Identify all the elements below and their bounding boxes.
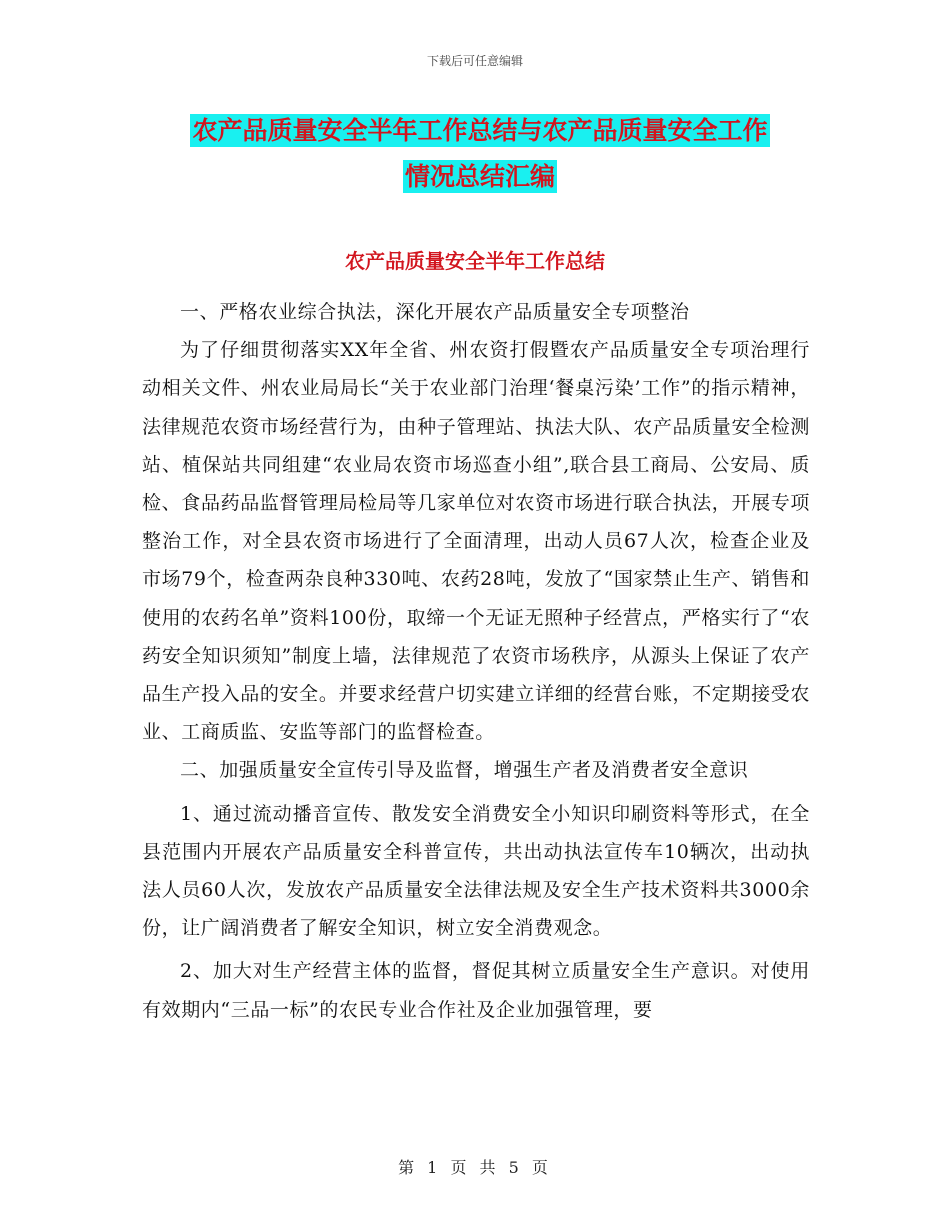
header-note: 下载后可任意编辑 <box>426 54 523 68</box>
paragraph: 1、通过流动播音宣传、散发安全消费安全小知识印刷资料等形式，在全县范围内开展农产品质量安全科普宣传，共出动执法宣传车10辆次，出动执法人员60人次，发放农产品质量安全法律法规及安全生产技术资料共3000余份，让广阔消费者了解安全知识，树立安全消费观念。 <box>142 802 810 940</box>
paragraph: 2、加大对生产经营主体的监督，督促其树立质量安全生产意识。对使用有效期内“三品一标”的农民专业合作社及企业加强管理，要 <box>142 960 810 1021</box>
heading-2: 二、加强质量安全宣传引导及监督，增强生产者及消费者安全意识 <box>180 759 749 782</box>
title-line-1: 农产品质量安全半年工作总结与农产品质量安全工作 <box>192 116 768 145</box>
document-title <box>140 108 820 200</box>
title-line-2: 情况总结汇编 <box>404 162 555 191</box>
page-footer: 第 1 页 共 5 页 <box>398 1158 552 1177</box>
section-title: 农产品质量安全半年工作总结 <box>345 249 605 273</box>
heading-1: 一、严格农业综合执法，深化开展农产品质量安全专项整治 <box>180 301 690 323</box>
body-text <box>142 293 810 1029</box>
paragraph: 为了仔细贯彻落实XX年全省、州农资打假暨农产品质量安全专项治理行动相关文件、州农业局局长“关于农业部门治理‘餐桌污染’工作”的指示精神，法律规范农资市场经营行为，由种子管理站、执法大队、农产品质量安全检测站、植保站共同组建“农业局农资市场巡查小组”,联合县工商局、公安局、质检、食品药品监督管理局检局等几家单位对农资市场进行联合执法，开展专项整治工作，对全县农资市场进行了全面清理，出动人员67人次，检查企业及市场79个，检查两杂良种330吨、农药28吨，发放了“国家禁止生产、销售和使用的农药名单”资料100份，取缔一个无证无照种子经营点，严格实行了“农药安全知识须知”制度上墙，法律规范了农资市场秩序，从源头上保证了农产品生产投入品的安全。并要求经营户切实建立详细的经营台账，不定期接受农业、工商质监、安监等部门的监督检查。 <box>142 339 810 744</box>
